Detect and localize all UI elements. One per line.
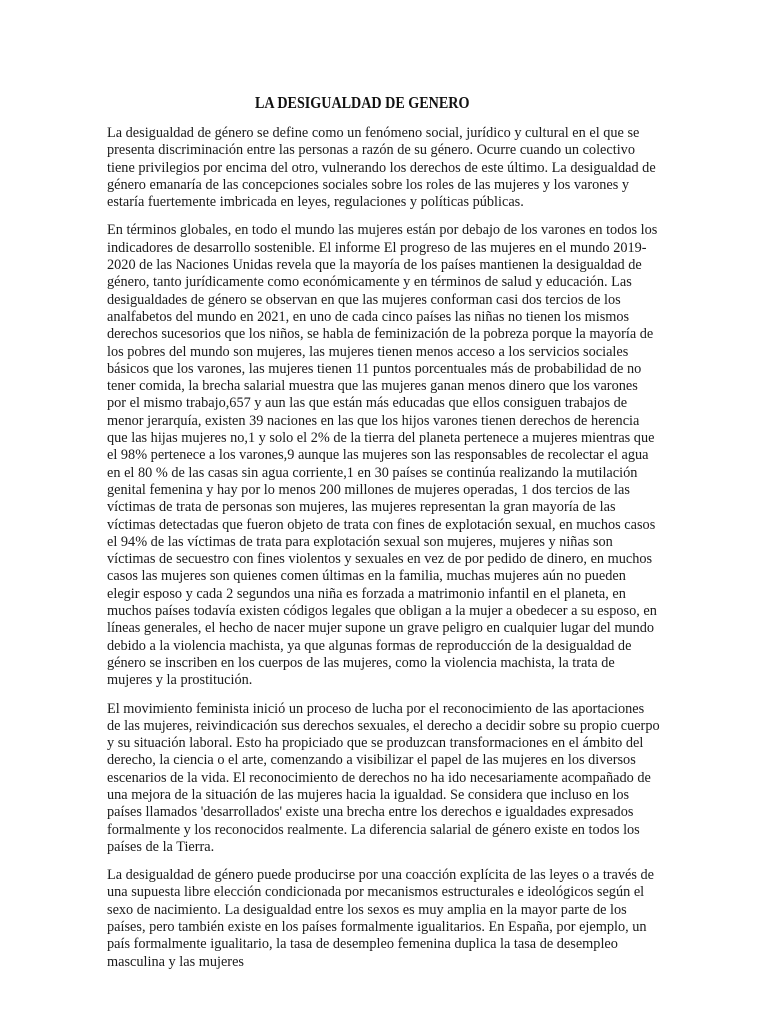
paragraph-4: La desigualdad de género puede producirse por una coacción explícita de las leyes o a través de una supuesta libre elección condicionada por mecanismos estructurales e ideológicos según el sexo de nacimiento. La desigualdad entre los sexos es muy amplia en la mayor parte de los países, pero también existe en los países formalmente igualitarios. En España, por ejemplo, un país formalmente igualitario, la tasa de desempleo femenina duplica la tasa de desempleo masculina y las mujeres — [107, 867, 655, 970]
paragraph-3: El movimiento feminista inició un proceso de lucha por el reconocimiento de las aportaciones de las mujeres, reivindicación sus derechos sexuales, el derecho a decidir sobre su propio cuerpo y su situación laboral. Esto ha propiciado que se produzcan transformaciones en el ámbito del derecho, la ciencia o el arte, comenzando a visibilizar el papel de las mujeres en los diversos escenarios de la vida. El reconocimiento de derechos no ha ido necesariamente acompañado de una mejora de la situación de las mujeres hacia la igualdad. Se considera que incluso en los países llamados 'desarrollados' existe una brecha entre los derechos e igualdades expresados formalmente y los reconocidos realmente. La diferencia salarial de género existe en todos los países de la Tierra. — [107, 700, 660, 855]
paragraph-2: En términos globales, en todo el mundo las mujeres están por debajo de los varones en todos los indicadores de desarrollo sostenible. El informe El progreso de las mujeres en el mundo 2019-2020 de las Naciones Unidas revela que la mayoría de los países mantienen la desigualdad de género, tanto jurídicamente como económicamente y en términos de salud y educación. Las desigualdades de género se observan en que las mujeres conforman casi dos tercios de los analfabetos del mundo en 2021, en uno de cada cinco países las niñas no tienen los mismos derechos sucesorios que los niños, se habla de feminización de la pobreza porque la mayoría de los pobres del mundo son mujeres, las mujeres tienen menos acceso a los servicios sociales básicos que los varones, las mujeres tienen 11 puntos porcentuales más de probabilidad de no tener comida, la brecha salarial muestra que las mujeres ganan menos dinero que los varones por el mismo trabajo,657 y aun las que están más educadas que ellos consiguen trabajos de menor jerarquía, existen 39 naciones en las que los hijos varones tienen derechos de herencia que las hijas mujeres no,1 y solo el 2% de la tierra del planeta pertenece a mujeres mientras que el 98% pertenece a los varones,9 aunque las mujeres son las responsables de recolectar el agua en el 80 % de las casas sin agua corriente,1 en 30 países se continúa realizando la mutilación genital femenina y hay por lo menos 200 millones de mujeres operadas, 1 dos tercios de las víctimas de trata de personas son mujeres, las mujeres representan la gran mayoría de las víctimas detectadas que fueron objeto de trata con fines de explotación sexual, en muchos casos el 94% de las víctimas de trata para explotación sexual son mujeres, mujeres y niñas son víctimas de secuestro con fines violentos y sexuales en vez de por pedido de dinero, en muchos casos las mujeres son quienes comen últimas en la familia, muchas mujeres aún no pueden elegir esposo y cada 2 segundos una niña es forzada a matrimonio infantil en el planeta, en muchos países todavía existen códigos legales que obligan a la mujer a obedecer a su esposo, en líneas generales, el hecho de nacer mujer supone un grave peligro en cualquier lugar del mundo debido a la violencia machista, ya que algunas formas de reproducción de la desigualdad de género se inscriben en los cuerpos de las mujeres, como la violencia machista, la trata de mujeres y la prostitución. — [107, 222, 658, 689]
paragraph-1: La desigualdad de género se define como un fenómeno social, jurídico y cultural en el que se presenta discriminación entre las personas a razón de su género. Ocurre cuando un colectivo tiene privilegios por encima del otro, vulnerando los derechos de este último. La desigualdad de género emanaría de las concepciones sociales sobre los roles de las mujeres y los varones y estaría fuertemente imbricada en leyes, regulaciones y políticas públicas. — [107, 125, 656, 211]
document-body — [107, 125, 660, 982]
document-title: LA DESIGUALDAD DE GENERO — [255, 93, 470, 112]
